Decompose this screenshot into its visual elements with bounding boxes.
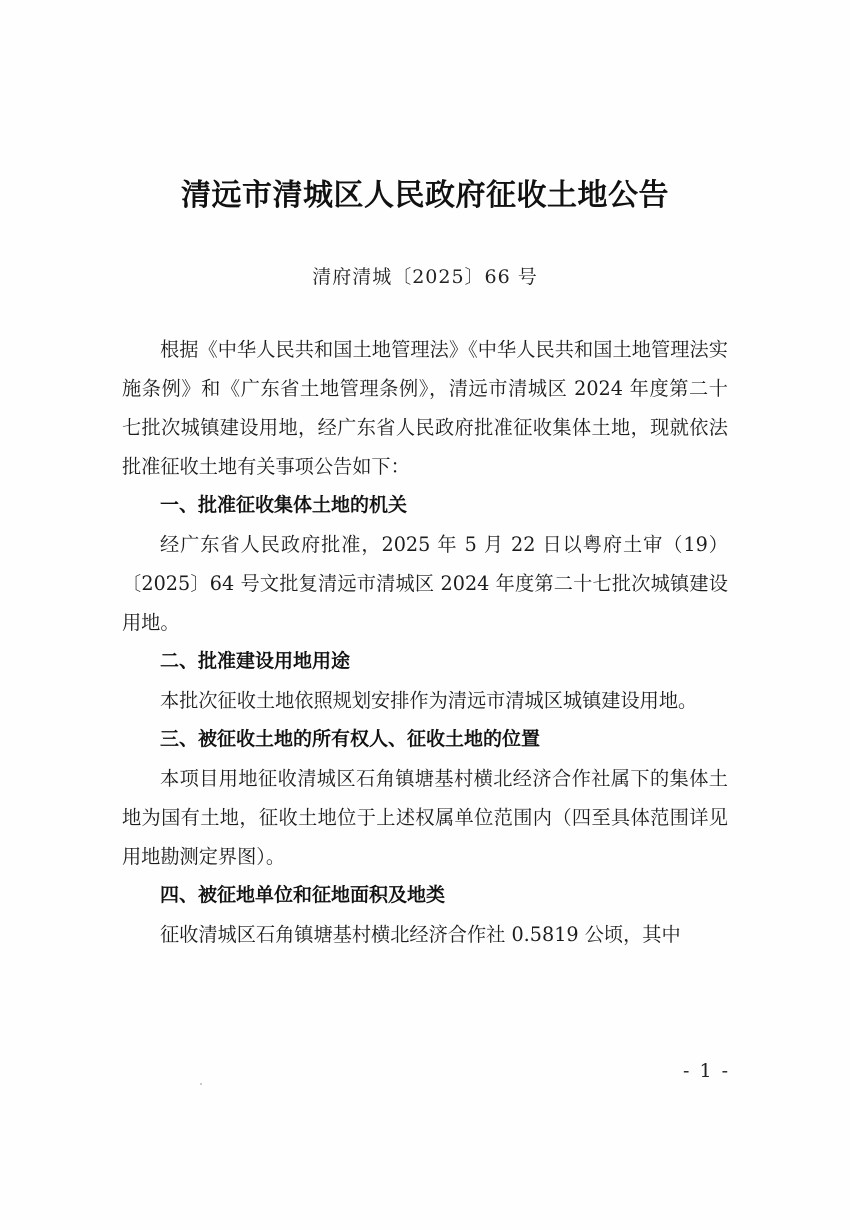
page-number: - 1 - (682, 1060, 730, 1082)
section-1-paragraph: 经广东省人民政府批准，2025 年 5 月 22 日以粤府土审（19）〔2025〕64 号文批复清远市清城区 2024 年度第二十七批次城镇建设用地。 (122, 533, 728, 634)
document-number: 清府清城〔2025〕66 号 (312, 266, 538, 288)
section-4-paragraph: 征收清城区石角镇塘基村横北经济合作社 0.5819 公顷，其中 (160, 923, 681, 946)
section-heading-1: 一、批准征收集体土地的机关 (160, 494, 408, 516)
section-heading-2: 二、批准建设用地用途 (160, 650, 351, 672)
section-2-paragraph: 本批次征收土地依照规划安排作为清远市清城区城镇建设用地。 (160, 689, 698, 712)
section-3-paragraph: 本项目用地征收清城区石角镇塘基村横北经济合作社属下的集体土地为国有土地，征收土地位于上述权属单位范围内（四至具体范围详见用地勘测定界图）。 (122, 767, 728, 868)
scan-artifact (200, 1083, 202, 1085)
section-heading-3: 三、被征收土地的所有权人、征收土地的位置 (160, 728, 541, 750)
document-title: 清远市清城区人民政府征收土地公告 (181, 178, 669, 213)
document-body (122, 330, 728, 954)
section-heading-4: 四、被征地单位和征地面积及地类 (160, 884, 446, 906)
intro-paragraph: 根据《中华人民共和国土地管理法》《中华人民共和国土地管理法实施条例》和《广东省土地管理条例》，清远市清城区 2024 年度第二十七批次城镇建设用地，经广东省人民政府批准征收集体土地，现就依法批准征收土地有关事项公告如下： (122, 338, 728, 478)
